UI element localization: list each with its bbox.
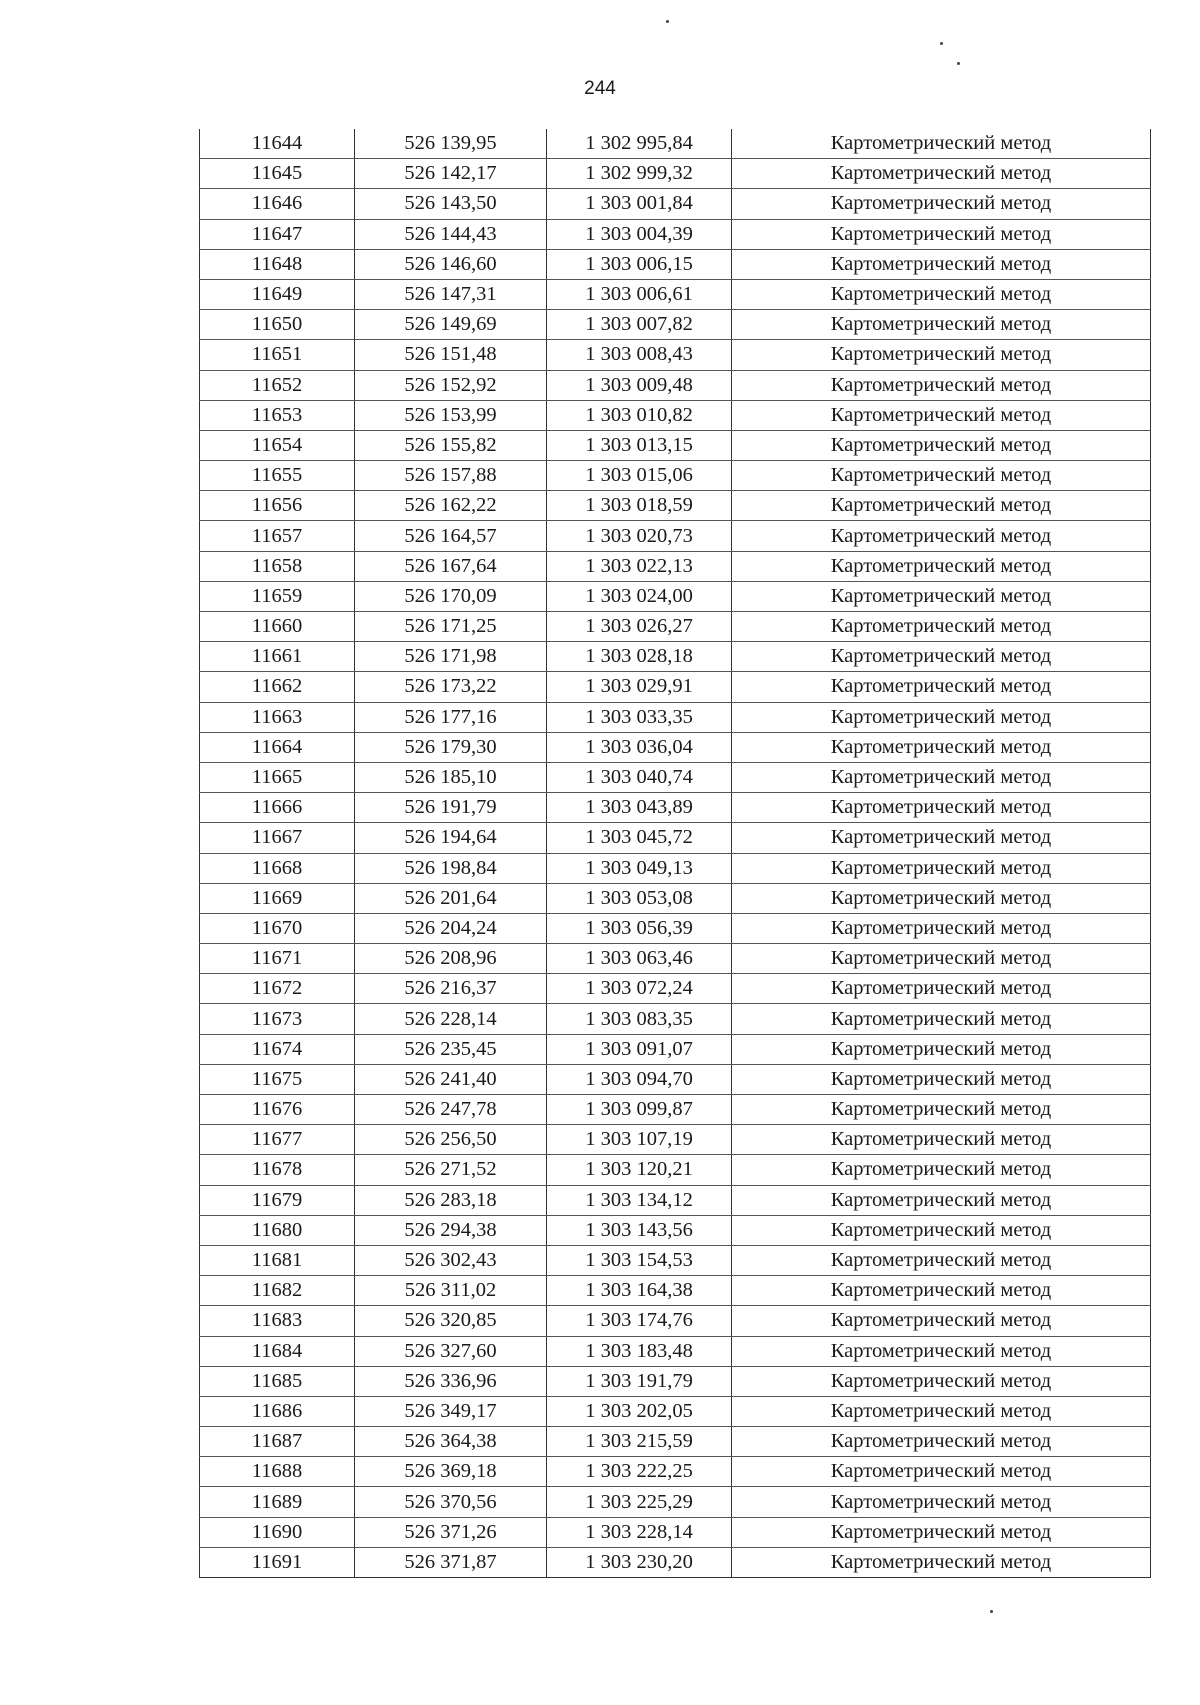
x-coordinate-cell: 526 164,57: [355, 521, 547, 551]
point-number-cell: 11685: [200, 1366, 355, 1396]
y-coordinate-cell: 1 303 045,72: [547, 823, 732, 853]
table-row: [200, 1155, 1151, 1185]
y-coordinate-cell: 1 303 120,21: [547, 1155, 732, 1185]
y-coordinate-cell: 1 303 008,43: [547, 340, 732, 370]
point-number-cell: 11666: [200, 793, 355, 823]
table-row: [200, 762, 1151, 792]
table-row: [200, 732, 1151, 762]
point-number-cell: 11656: [200, 491, 355, 521]
x-coordinate-cell: 526 241,40: [355, 1064, 547, 1094]
page-number: 244: [584, 78, 616, 99]
table-row: [200, 702, 1151, 732]
method-cell: Картометрический метод: [732, 642, 1151, 672]
method-cell: Картометрический метод: [732, 1064, 1151, 1094]
x-coordinate-cell: 526 247,78: [355, 1095, 547, 1125]
point-number-cell: 11657: [200, 521, 355, 551]
table-row: [200, 1004, 1151, 1034]
x-coordinate-cell: 526 171,25: [355, 612, 547, 642]
method-cell: Картометрический метод: [732, 1004, 1151, 1034]
x-coordinate-cell: 526 327,60: [355, 1336, 547, 1366]
x-coordinate-cell: 526 185,10: [355, 762, 547, 792]
x-coordinate-cell: 526 364,38: [355, 1427, 547, 1457]
table-row: [200, 159, 1151, 189]
y-coordinate-cell: 1 303 215,59: [547, 1427, 732, 1457]
y-coordinate-cell: 1 303 022,13: [547, 551, 732, 581]
table-row: [200, 793, 1151, 823]
x-coordinate-cell: 526 173,22: [355, 672, 547, 702]
method-cell: Картометрический метод: [732, 612, 1151, 642]
method-cell: Картометрический метод: [732, 521, 1151, 551]
table-row: [200, 1336, 1151, 1366]
method-cell: Картометрический метод: [732, 1155, 1151, 1185]
table-row: [200, 1366, 1151, 1396]
x-coordinate-cell: 526 155,82: [355, 430, 547, 460]
point-number-cell: 11670: [200, 913, 355, 943]
method-cell: Картометрический метод: [732, 159, 1151, 189]
point-number-cell: 11673: [200, 1004, 355, 1034]
table-row: [200, 1034, 1151, 1064]
method-cell: Картометрический метод: [732, 1336, 1151, 1366]
table-row: [200, 129, 1151, 159]
table-row: [200, 612, 1151, 642]
x-coordinate-cell: 526 228,14: [355, 1004, 547, 1034]
x-coordinate-cell: 526 194,64: [355, 823, 547, 853]
method-cell: Картометрический метод: [732, 883, 1151, 913]
table-row: [200, 1245, 1151, 1275]
method-cell: Картометрический метод: [732, 310, 1151, 340]
x-coordinate-cell: 526 171,98: [355, 642, 547, 672]
method-cell: Картометрический метод: [732, 340, 1151, 370]
x-coordinate-cell: 526 371,26: [355, 1517, 547, 1547]
point-number-cell: 11644: [200, 129, 355, 159]
method-cell: Картометрический метод: [732, 1185, 1151, 1215]
table-row: [200, 461, 1151, 491]
y-coordinate-cell: 1 302 995,84: [547, 129, 732, 159]
y-coordinate-cell: 1 303 056,39: [547, 913, 732, 943]
y-coordinate-cell: 1 303 026,27: [547, 612, 732, 642]
x-coordinate-cell: 526 369,18: [355, 1457, 547, 1487]
table-row: [200, 430, 1151, 460]
x-coordinate-cell: 526 371,87: [355, 1547, 547, 1577]
scan-speck: [666, 20, 669, 23]
y-coordinate-cell: 1 303 225,29: [547, 1487, 732, 1517]
x-coordinate-cell: 526 216,37: [355, 974, 547, 1004]
table-row: [200, 853, 1151, 883]
y-coordinate-cell: 1 303 029,91: [547, 672, 732, 702]
x-coordinate-cell: 526 144,43: [355, 219, 547, 249]
x-coordinate-cell: 526 198,84: [355, 853, 547, 883]
method-cell: Картометрический метод: [732, 461, 1151, 491]
point-number-cell: 11647: [200, 219, 355, 249]
table-row: [200, 1185, 1151, 1215]
table-row: [200, 581, 1151, 611]
point-number-cell: 11665: [200, 762, 355, 792]
point-number-cell: 11684: [200, 1336, 355, 1366]
point-number-cell: 11664: [200, 732, 355, 762]
point-number-cell: 11659: [200, 581, 355, 611]
point-number-cell: 11662: [200, 672, 355, 702]
y-coordinate-cell: 1 303 072,24: [547, 974, 732, 1004]
x-coordinate-cell: 526 320,85: [355, 1306, 547, 1336]
y-coordinate-cell: 1 303 028,18: [547, 642, 732, 672]
y-coordinate-cell: 1 303 099,87: [547, 1095, 732, 1125]
table-row: [200, 642, 1151, 672]
method-cell: Картометрический метод: [732, 219, 1151, 249]
x-coordinate-cell: 526 146,60: [355, 249, 547, 279]
point-number-cell: 11661: [200, 642, 355, 672]
table-row: [200, 944, 1151, 974]
y-coordinate-cell: 1 302 999,32: [547, 159, 732, 189]
method-cell: Картометрический метод: [732, 1547, 1151, 1577]
x-coordinate-cell: 526 143,50: [355, 189, 547, 219]
table-row: [200, 370, 1151, 400]
method-cell: Картометрический метод: [732, 129, 1151, 159]
table-row: [200, 551, 1151, 581]
y-coordinate-cell: 1 303 006,61: [547, 279, 732, 309]
y-coordinate-cell: 1 303 020,73: [547, 521, 732, 551]
x-coordinate-cell: 526 162,22: [355, 491, 547, 521]
point-number-cell: 11679: [200, 1185, 355, 1215]
table-row: [200, 249, 1151, 279]
x-coordinate-cell: 526 149,69: [355, 310, 547, 340]
method-cell: Картометрический метод: [732, 279, 1151, 309]
table-row: [200, 1427, 1151, 1457]
table-row: [200, 491, 1151, 521]
table-row: [200, 189, 1151, 219]
y-coordinate-cell: 1 303 013,15: [547, 430, 732, 460]
x-coordinate-cell: 526 179,30: [355, 732, 547, 762]
scan-speck: [990, 1610, 993, 1613]
point-number-cell: 11655: [200, 461, 355, 491]
method-cell: Картометрический метод: [732, 1215, 1151, 1245]
y-coordinate-cell: 1 303 083,35: [547, 1004, 732, 1034]
y-coordinate-cell: 1 303 024,00: [547, 581, 732, 611]
table-row: [200, 1276, 1151, 1306]
x-coordinate-cell: 526 153,99: [355, 400, 547, 430]
point-number-cell: 11676: [200, 1095, 355, 1125]
y-coordinate-cell: 1 303 006,15: [547, 249, 732, 279]
x-coordinate-cell: 526 256,50: [355, 1125, 547, 1155]
x-coordinate-cell: 526 170,09: [355, 581, 547, 611]
scan-speck: [957, 62, 960, 65]
x-coordinate-cell: 526 152,92: [355, 370, 547, 400]
x-coordinate-cell: 526 208,96: [355, 944, 547, 974]
table-row: [200, 1517, 1151, 1547]
table-row: [200, 1547, 1151, 1577]
x-coordinate-cell: 526 302,43: [355, 1245, 547, 1275]
x-coordinate-cell: 526 294,38: [355, 1215, 547, 1245]
table-row: [200, 310, 1151, 340]
table-row: [200, 974, 1151, 1004]
point-number-cell: 11672: [200, 974, 355, 1004]
method-cell: Картометрический метод: [732, 581, 1151, 611]
point-number-cell: 11658: [200, 551, 355, 581]
point-number-cell: 11674: [200, 1034, 355, 1064]
point-number-cell: 11667: [200, 823, 355, 853]
point-number-cell: 11681: [200, 1245, 355, 1275]
point-number-cell: 11650: [200, 310, 355, 340]
method-cell: Картометрический метод: [732, 1306, 1151, 1336]
method-cell: Картометрический метод: [732, 249, 1151, 279]
table-row: [200, 1125, 1151, 1155]
table-row: [200, 913, 1151, 943]
y-coordinate-cell: 1 303 040,74: [547, 762, 732, 792]
x-coordinate-cell: 526 370,56: [355, 1487, 547, 1517]
y-coordinate-cell: 1 303 009,48: [547, 370, 732, 400]
x-coordinate-cell: 526 349,17: [355, 1396, 547, 1426]
method-cell: Картометрический метод: [732, 189, 1151, 219]
method-cell: Картометрический метод: [732, 1366, 1151, 1396]
scan-speck: [940, 42, 943, 45]
point-number-cell: 11680: [200, 1215, 355, 1245]
y-coordinate-cell: 1 303 222,25: [547, 1457, 732, 1487]
point-number-cell: 11678: [200, 1155, 355, 1185]
x-coordinate-cell: 526 191,79: [355, 793, 547, 823]
y-coordinate-cell: 1 303 010,82: [547, 400, 732, 430]
y-coordinate-cell: 1 303 230,20: [547, 1547, 732, 1577]
method-cell: Картометрический метод: [732, 672, 1151, 702]
y-coordinate-cell: 1 303 049,13: [547, 853, 732, 883]
point-number-cell: 11671: [200, 944, 355, 974]
y-coordinate-cell: 1 303 053,08: [547, 883, 732, 913]
table-row: [200, 1487, 1151, 1517]
x-coordinate-cell: 526 336,96: [355, 1366, 547, 1396]
point-number-cell: 11682: [200, 1276, 355, 1306]
table-row: [200, 219, 1151, 249]
y-coordinate-cell: 1 303 174,76: [547, 1306, 732, 1336]
method-cell: Картометрический метод: [732, 702, 1151, 732]
table-row: [200, 1396, 1151, 1426]
coordinates-table-body: [200, 129, 1151, 1578]
point-number-cell: 11675: [200, 1064, 355, 1094]
y-coordinate-cell: 1 303 154,53: [547, 1245, 732, 1275]
method-cell: Картометрический метод: [732, 944, 1151, 974]
y-coordinate-cell: 1 303 033,35: [547, 702, 732, 732]
x-coordinate-cell: 526 167,64: [355, 551, 547, 581]
method-cell: Картометрический метод: [732, 1396, 1151, 1426]
method-cell: Картометрический метод: [732, 1517, 1151, 1547]
y-coordinate-cell: 1 303 063,46: [547, 944, 732, 974]
x-coordinate-cell: 526 139,95: [355, 129, 547, 159]
method-cell: Картометрический метод: [732, 762, 1151, 792]
point-number-cell: 11686: [200, 1396, 355, 1426]
table-row: [200, 1215, 1151, 1245]
y-coordinate-cell: 1 303 143,56: [547, 1215, 732, 1245]
x-coordinate-cell: 526 157,88: [355, 461, 547, 491]
x-coordinate-cell: 526 283,18: [355, 1185, 547, 1215]
method-cell: Картометрический метод: [732, 793, 1151, 823]
point-number-cell: 11689: [200, 1487, 355, 1517]
table-row: [200, 672, 1151, 702]
point-number-cell: 11646: [200, 189, 355, 219]
method-cell: Картометрический метод: [732, 974, 1151, 1004]
x-coordinate-cell: 526 147,31: [355, 279, 547, 309]
point-number-cell: 11649: [200, 279, 355, 309]
table-row: [200, 1457, 1151, 1487]
y-coordinate-cell: 1 303 191,79: [547, 1366, 732, 1396]
method-cell: Картометрический метод: [732, 491, 1151, 521]
point-number-cell: 11687: [200, 1427, 355, 1457]
table-row: [200, 279, 1151, 309]
point-number-cell: 11663: [200, 702, 355, 732]
x-coordinate-cell: 526 311,02: [355, 1276, 547, 1306]
table-row: [200, 1064, 1151, 1094]
coordinates-table: [199, 129, 1151, 1578]
method-cell: Картометрический метод: [732, 823, 1151, 853]
table-row: [200, 340, 1151, 370]
method-cell: Картометрический метод: [732, 1125, 1151, 1155]
table-row: [200, 1306, 1151, 1336]
method-cell: Картометрический метод: [732, 853, 1151, 883]
y-coordinate-cell: 1 303 001,84: [547, 189, 732, 219]
method-cell: Картометрический метод: [732, 551, 1151, 581]
y-coordinate-cell: 1 303 036,04: [547, 732, 732, 762]
point-number-cell: 11690: [200, 1517, 355, 1547]
point-number-cell: 11653: [200, 400, 355, 430]
method-cell: Картометрический метод: [732, 400, 1151, 430]
x-coordinate-cell: 526 201,64: [355, 883, 547, 913]
point-number-cell: 11691: [200, 1547, 355, 1577]
method-cell: Картометрический метод: [732, 1095, 1151, 1125]
method-cell: Картометрический метод: [732, 1457, 1151, 1487]
x-coordinate-cell: 526 271,52: [355, 1155, 547, 1185]
y-coordinate-cell: 1 303 134,12: [547, 1185, 732, 1215]
point-number-cell: 11652: [200, 370, 355, 400]
y-coordinate-cell: 1 303 018,59: [547, 491, 732, 521]
method-cell: Картометрический метод: [732, 1276, 1151, 1306]
x-coordinate-cell: 526 204,24: [355, 913, 547, 943]
table-row: [200, 400, 1151, 430]
method-cell: Картометрический метод: [732, 913, 1151, 943]
point-number-cell: 11677: [200, 1125, 355, 1155]
y-coordinate-cell: 1 303 164,38: [547, 1276, 732, 1306]
point-number-cell: 11648: [200, 249, 355, 279]
point-number-cell: 11660: [200, 612, 355, 642]
x-coordinate-cell: 526 177,16: [355, 702, 547, 732]
y-coordinate-cell: 1 303 091,07: [547, 1034, 732, 1064]
point-number-cell: 11688: [200, 1457, 355, 1487]
y-coordinate-cell: 1 303 183,48: [547, 1336, 732, 1366]
method-cell: Картометрический метод: [732, 430, 1151, 460]
y-coordinate-cell: 1 303 107,19: [547, 1125, 732, 1155]
point-number-cell: 11668: [200, 853, 355, 883]
point-number-cell: 11669: [200, 883, 355, 913]
y-coordinate-cell: 1 303 043,89: [547, 793, 732, 823]
y-coordinate-cell: 1 303 004,39: [547, 219, 732, 249]
x-coordinate-cell: 526 142,17: [355, 159, 547, 189]
y-coordinate-cell: 1 303 094,70: [547, 1064, 732, 1094]
method-cell: Картометрический метод: [732, 1427, 1151, 1457]
point-number-cell: 11683: [200, 1306, 355, 1336]
method-cell: Картометрический метод: [732, 732, 1151, 762]
y-coordinate-cell: 1 303 007,82: [547, 310, 732, 340]
x-coordinate-cell: 526 235,45: [355, 1034, 547, 1064]
table-row: [200, 883, 1151, 913]
point-number-cell: 11645: [200, 159, 355, 189]
table-row: [200, 823, 1151, 853]
method-cell: Картометрический метод: [732, 370, 1151, 400]
y-coordinate-cell: 1 303 015,06: [547, 461, 732, 491]
y-coordinate-cell: 1 303 228,14: [547, 1517, 732, 1547]
table-row: [200, 521, 1151, 551]
point-number-cell: 11654: [200, 430, 355, 460]
method-cell: Картометрический метод: [732, 1034, 1151, 1064]
method-cell: Картометрический метод: [732, 1245, 1151, 1275]
table-row: [200, 1095, 1151, 1125]
point-number-cell: 11651: [200, 340, 355, 370]
method-cell: Картометрический метод: [732, 1487, 1151, 1517]
x-coordinate-cell: 526 151,48: [355, 340, 547, 370]
y-coordinate-cell: 1 303 202,05: [547, 1396, 732, 1426]
